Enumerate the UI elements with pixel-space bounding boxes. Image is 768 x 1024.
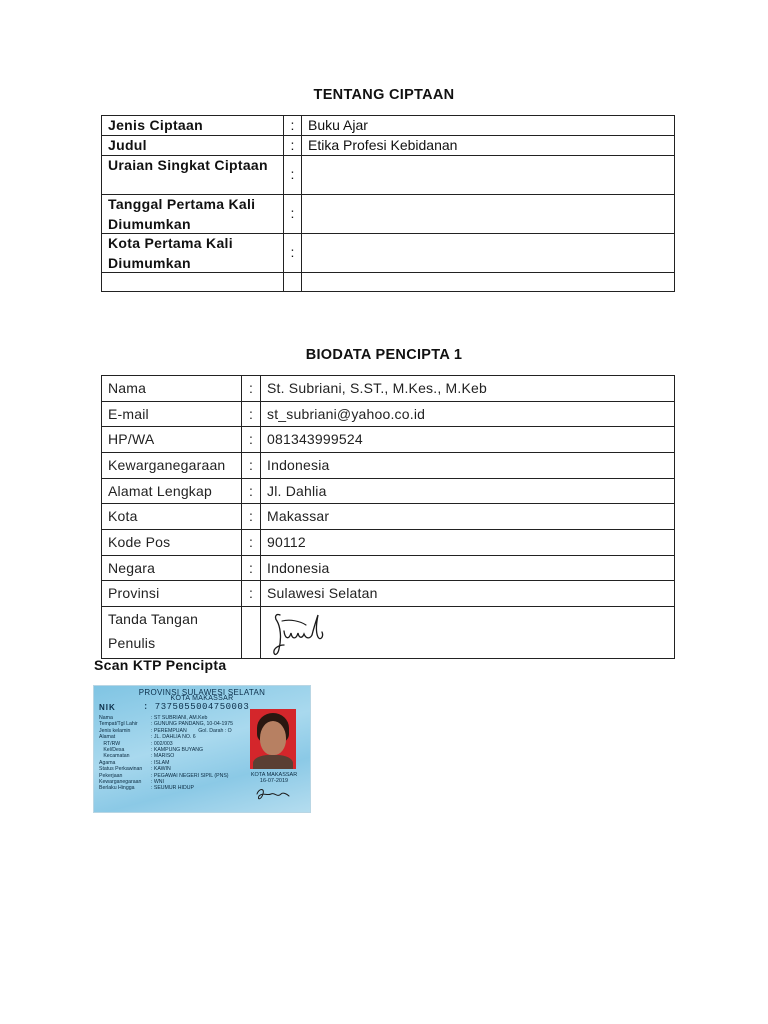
value-cell: Indonesia xyxy=(261,556,675,581)
table-row xyxy=(102,195,675,234)
colon-cell: : xyxy=(284,116,302,136)
label-cell: Uraian Singkat Ciptaan xyxy=(102,156,284,195)
table-row xyxy=(102,504,675,530)
value-cell: Buku Ajar xyxy=(302,116,675,136)
table-row xyxy=(102,234,675,273)
value-cell: Etika Profesi Kebidanan xyxy=(302,136,675,156)
ktp-nik-value: : 7375055004750003 xyxy=(143,702,250,712)
colon-cell: : xyxy=(242,427,261,453)
label-cell: Nama xyxy=(102,376,242,402)
table-row xyxy=(102,116,675,136)
ktp-field-values: : ST SUBRIANI, AM.Keb : GUNUNG PANDANG, 10-04-1975 : PEREMPUAN Gol. Darah : O : JL. DAHLIA NO. 6 : 002/003 : KAMPUNG BUYANG : MARISO : ISLAM : KAWIN : PEGAWAI NEGERI SIPIL (PNS) : WNI : SEUMUR HIDUP xyxy=(151,715,234,792)
colon-cell xyxy=(284,195,302,234)
table-row xyxy=(102,156,675,195)
colon-cell: : xyxy=(242,504,261,530)
value-cell xyxy=(302,195,675,234)
table-row xyxy=(102,530,675,556)
label-cell: Kode Pos xyxy=(102,530,242,556)
colon-cell: : xyxy=(242,376,261,402)
colon-cell: : xyxy=(242,402,261,427)
value-cell: St. Subriani, S.ST., M.Kes., M.Keb xyxy=(261,376,675,402)
ktp-photo xyxy=(250,709,296,769)
label-cell: Tanda Tangan Penulis xyxy=(102,607,242,659)
ktp-city: KOTA MAKASSAR xyxy=(170,695,234,702)
table-row xyxy=(102,607,675,659)
ktp-field-labels: Nama Tempat/Tgl Lahir Jenis kelamin Alamat RT/RW Kel/Desa Kecamatan Agama Status Perkawinan Pekerjaan Kewarganegaraan Berlaku Hingga xyxy=(99,715,143,792)
section-title-tentang-ciptaan: TENTANG CIPTAAN xyxy=(313,87,455,103)
table-row xyxy=(102,581,675,607)
table-row xyxy=(102,453,675,479)
colon-cell xyxy=(284,234,302,273)
label-cell: Tanggal Pertama Kali Diumumkan xyxy=(102,195,284,234)
colon-cell: : xyxy=(242,581,261,607)
colon-text: : xyxy=(290,166,295,183)
ktp-province: PROVINSI SULAWESI SELATAN xyxy=(138,688,266,697)
value-cell xyxy=(302,234,675,273)
value-cell: Indonesia xyxy=(261,453,675,479)
signature-cell xyxy=(261,607,675,659)
table-row xyxy=(102,136,675,156)
value-cell xyxy=(302,273,675,292)
photo-face xyxy=(260,721,286,755)
label-cell: Negara xyxy=(102,556,242,581)
label-cell: HP/WA xyxy=(102,427,242,453)
colon-text: : xyxy=(290,205,295,222)
tentang-ciptaan-table xyxy=(101,115,675,292)
signature-image xyxy=(266,607,346,659)
label-cell: Jenis Ciptaan xyxy=(102,116,284,136)
label-cell: E-mail xyxy=(102,402,242,427)
colon-cell xyxy=(284,156,302,195)
ktp-card-image xyxy=(93,685,311,813)
value-cell: Makassar xyxy=(261,504,675,530)
label-cell: Kota Pertama Kali Diumumkan xyxy=(102,234,284,273)
colon-cell: : xyxy=(242,530,261,556)
table-row xyxy=(102,427,675,453)
value-cell: Jl. Dahlia xyxy=(261,479,675,504)
scan-ktp-label: Scan KTP Pencipta xyxy=(94,657,227,673)
colon-text: : xyxy=(290,244,295,261)
ktp-issue-place-date: KOTA MAKASSAR 16-07-2019 xyxy=(250,772,298,785)
label-cell: Alamat Lengkap xyxy=(102,479,242,504)
value-cell xyxy=(302,156,675,195)
ktp-signature xyxy=(253,784,293,806)
table-row xyxy=(102,556,675,581)
label-cell: Kota xyxy=(102,504,242,530)
table-row xyxy=(102,479,675,504)
colon-cell: : xyxy=(242,556,261,581)
label-cell xyxy=(102,273,284,292)
biodata-table xyxy=(101,375,675,659)
colon-cell xyxy=(242,607,261,659)
section-title-biodata: BIODATA PENCIPTA 1 xyxy=(305,347,463,363)
label-cell: Provinsi xyxy=(102,581,242,607)
value-cell: Sulawesi Selatan xyxy=(261,581,675,607)
table-row xyxy=(102,402,675,427)
label-cell: Judul xyxy=(102,136,284,156)
value-cell: 90112 xyxy=(261,530,675,556)
ktp-nik-label: NIK xyxy=(99,703,116,712)
photo-body xyxy=(253,755,293,769)
table-row xyxy=(102,376,675,402)
colon-cell xyxy=(284,273,302,292)
value-cell: st_subriani@yahoo.co.id xyxy=(261,402,675,427)
colon-cell: : xyxy=(242,453,261,479)
table-row xyxy=(102,273,675,292)
label-cell: Kewarganegaraan xyxy=(102,453,242,479)
value-cell: 081343999524 xyxy=(261,427,675,453)
colon-cell: : xyxy=(242,479,261,504)
colon-cell: : xyxy=(284,136,302,156)
